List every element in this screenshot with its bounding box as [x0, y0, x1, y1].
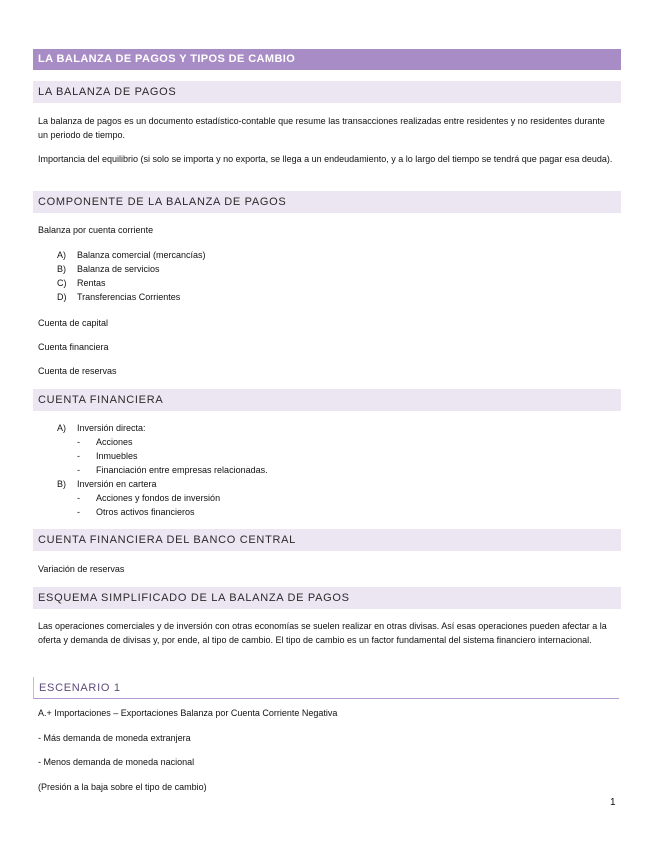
text-cuenta-de-capital: Cuenta de capital [38, 318, 109, 328]
list-item: Rentas [77, 278, 106, 288]
list-marker: D) [57, 292, 67, 302]
page-number: 1 [610, 797, 616, 808]
list-item: Balanza de servicios [77, 264, 160, 274]
dash-marker: - [77, 451, 80, 461]
list-item-inversion-cartera: Inversión en cartera [77, 479, 157, 489]
text-variacion-reservas: Variación de reservas [38, 564, 125, 574]
text-escenario-line: A.+ Importaciones – Exportaciones Balanza por Cuenta Corriente Negativa [38, 708, 338, 718]
sub-list-item: Financiación entre empresas relacionadas. [96, 465, 268, 475]
list-item: Balanza comercial (mercancías) [77, 250, 206, 260]
text-cuenta-financiera: Cuenta financiera [38, 342, 109, 352]
paragraph-esquema: Las operaciones comerciales y de inversión con otras economías se suelen realizar en otras divisas. Así esas operaciones pueden afectar a la oferta y demanda de divisas y, por ende, al tipo de cambio. El tipo de cambio es un factor fundamental del sistema financiero internacional. [38, 621, 607, 645]
heading-componente: COMPONENTE DE LA BALANZA DE PAGOS [33, 191, 621, 213]
text-cuenta-de-reservas: Cuenta de reservas [38, 366, 117, 376]
heading-esquema: ESQUEMA SIMPLIFICADO DE LA BALANZA DE PAGOS [33, 587, 621, 609]
list-marker: C) [57, 278, 67, 288]
list-item-inversion-directa: Inversión directa: [77, 423, 146, 433]
sub-list-item: Inmuebles [96, 451, 138, 461]
dash-marker: - [77, 507, 80, 517]
paragraph-definicion: La balanza de pagos es un documento estadístico-contable que resume las transacciones realizadas entre residentes y no residentes durante un periodo de tiempo. [38, 116, 605, 140]
list-marker: B) [57, 264, 66, 274]
paragraph-importancia: Importancia del equilibrio (si solo se importa y no exporta, se llega a un endeudamiento, y a lo largo del tiempo se tendrá que pagar esa deuda). [38, 154, 613, 164]
heading-cuenta-financiera: CUENTA FINANCIERA [33, 389, 621, 411]
heading-balanza-de-pagos: LA BALANZA DE PAGOS [33, 81, 621, 103]
heading-escenario-1: ESCENARIO 1 [33, 677, 619, 699]
dash-marker: - [77, 493, 80, 503]
list-marker: A) [57, 250, 66, 260]
list-marker: A) [57, 423, 66, 433]
text-escenario-line: - Menos demanda de moneda nacional [38, 757, 195, 767]
dash-marker: - [77, 437, 80, 447]
list-marker: B) [57, 479, 66, 489]
text-escenario-line: - Más demanda de moneda extranjera [38, 733, 191, 743]
dash-marker: - [77, 465, 80, 475]
sub-list-item: Acciones y fondos de inversión [96, 493, 221, 503]
sub-list-item: Otros activos financieros [96, 507, 195, 517]
text-balanza-cuenta-corriente: Balanza por cuenta corriente [38, 225, 154, 235]
text-escenario-line: (Presión a la baja sobre el tipo de cambio) [38, 782, 207, 792]
sub-list-item: Acciones [96, 437, 133, 447]
heading-banco-central: CUENTA FINANCIERA DEL BANCO CENTRAL [33, 529, 621, 551]
list-item: Transferencias Corrientes [77, 292, 181, 302]
document-title: LA BALANZA DE PAGOS Y TIPOS DE CAMBIO [33, 49, 621, 70]
